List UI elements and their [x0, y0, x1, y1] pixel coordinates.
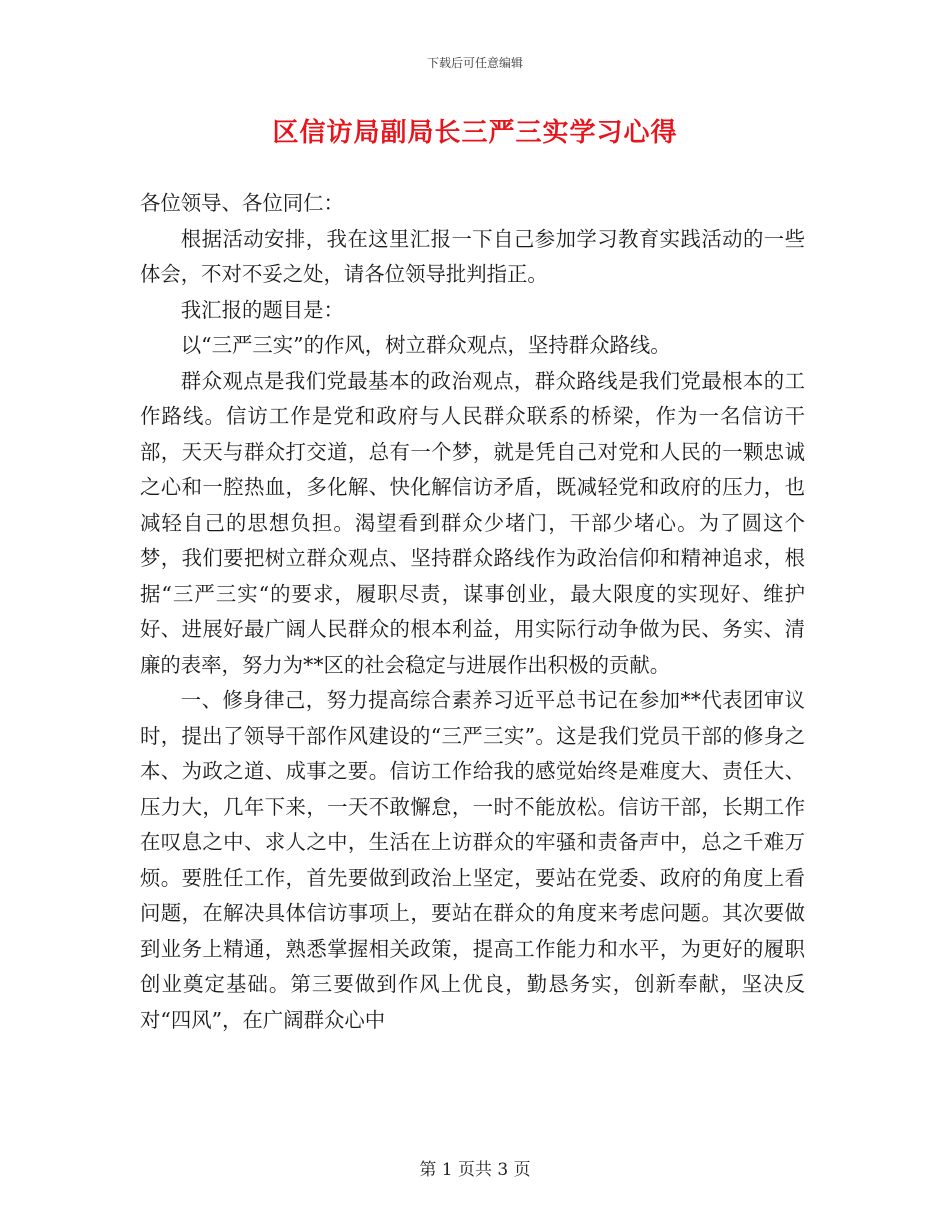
document-body — [140, 186, 805, 1038]
paragraph: 根据活动安排，我在这里汇报一下自己参加学习教育实践活动的一些体会，不对不妥之处，请各位领导批判指正。 — [140, 226, 805, 286]
document-title: 区信访局副局长三严三实学习心得 — [272, 118, 678, 148]
paragraph: 群众观点是我们党最基本的政治观点，群众路线是我们党最根本的工作路线。信访工作是党和政府与人民群众联系的桥梁，作为一名信访干部，天天与群众打交道，总有一个梦，就是凭自己对党和人民的一颗忠诚之心和一腔热血，多化解、快化解信访矛盾，既减轻党和政府的压力，也减轻自己的思想负担。渴望看到群众少堵门，干部少堵心。为了圆这个梦，我们要把树立群众观点、坚持群众路线作为政治信仰和精神追求，根据“三严三实“的要求，履职尽责，谋事创业，最大限度的实现好、维护好、进展好最广阔人民群众的根本利益，用实际行动争做为民、务实、清廉的表率，努力为**区的社会稳定与进展作出积极的贡献。 — [140, 368, 805, 677]
paragraph: 一、修身律己，努力提高综合素养习近平总书记在参加**代表团审议时，提出了领导干部作风建设的“三严三实”。这是我们党员干部的修身之本、为政之道、成事之要。信访工作给我的感觉始终是难度大、责任大、压力大，几年下来，一天不敢懈怠，一时不能放松。信访干部，长期工作在叹息之中、求人之中，生活在上访群众的牢骚和责备声中，总之千难万烦。要胜任工作，首先要做到政治上坚定，要站在党委、政府的角度上看问题，在解决具体信访事项上，要站在群众的角度来考虑问题。其次要做到业务上精通，熟悉掌握相关政策，提高工作能力和水平，为更好的履职创业奠定基础。第三要做到作风上优良，勤恳务实，创新奉献，坚决反对“四风”，在广阔群众心中 — [140, 688, 805, 1032]
header-note: 下载后可任意编辑 — [426, 56, 523, 70]
paragraph: 以“三严三实”的作风，树立群众观点，坚持群众路线。 — [180, 333, 671, 357]
page-footer: 第 1 页共 3 页 — [419, 1160, 531, 1180]
salutation: 各位领导、各位同仁： — [140, 191, 344, 215]
paragraph: 我汇报的题目是： — [180, 297, 344, 322]
